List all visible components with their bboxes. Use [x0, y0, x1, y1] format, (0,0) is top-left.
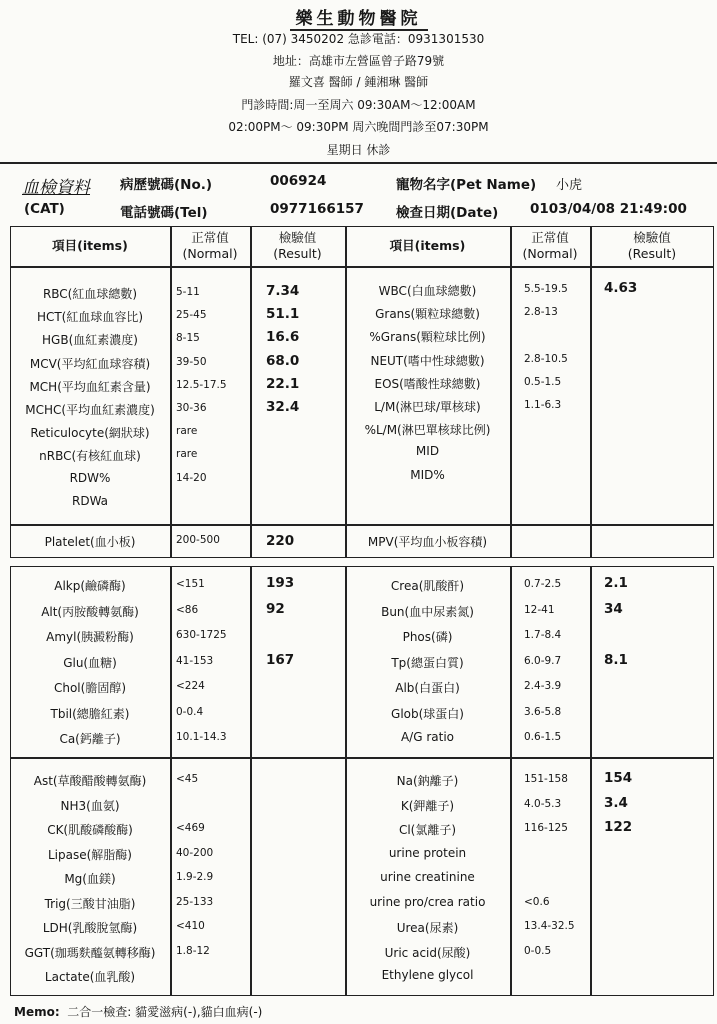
result-value: 122 — [604, 819, 633, 835]
item-name: GGT(珈瑪麩醯氨轉移酶) — [24, 945, 156, 960]
item-name: RDWa — [71, 493, 109, 508]
table-rule — [10, 757, 714, 759]
pet-name-value: 小虎 — [556, 178, 583, 193]
normal-range: <224 — [176, 680, 205, 692]
record-no-value: 006924 — [270, 173, 327, 189]
normal-range: 12.5-17.5 — [176, 378, 227, 391]
normal-range: 6.0-9.7 — [524, 654, 562, 667]
item-name: Tbil(總膽紅素) — [50, 706, 130, 721]
header-result-en: (Result) — [627, 246, 677, 261]
item-name: urine creatinine — [380, 870, 475, 884]
header-normal-zh: 正常值 — [191, 230, 229, 245]
normal-range: 1.8-12 — [176, 944, 210, 957]
normal-range: <0.6 — [524, 895, 550, 908]
normal-range: 39-50 — [176, 355, 207, 368]
header-normal-right — [510, 230, 590, 262]
date-label: 檢查日期(Date) — [396, 205, 499, 221]
header-normal-en: (Normal) — [182, 246, 238, 261]
item-name: CK(肌酸磷酸酶) — [47, 823, 133, 837]
chemistry-table — [10, 566, 714, 996]
normal-range: 116-125 — [524, 822, 568, 834]
header-normal-zh: 正常值 — [531, 230, 569, 245]
item-name: Crea(肌酸酐) — [390, 579, 465, 593]
table-rule — [590, 566, 592, 996]
normal-range: 12-41 — [524, 603, 555, 616]
normal-range: 4.0-5.3 — [524, 797, 562, 810]
normal-range: 630-1725 — [176, 629, 227, 641]
normal-range: 3.6-5.8 — [524, 705, 562, 718]
header-result-zh: 檢驗值 — [278, 230, 317, 245]
item-name: Alb(白蛋白) — [395, 681, 460, 695]
item-name: Trig(三酸甘油脂) — [44, 896, 136, 911]
table-rule — [170, 226, 172, 558]
result-value: 8.1 — [604, 651, 628, 668]
normal-range: 2.8-10.5 — [524, 352, 568, 365]
item-name: Bun(血中尿素氮) — [381, 604, 474, 619]
normal-range: 1.1-6.3 — [524, 399, 562, 411]
date-value: 0103/04/08 21:49:00 — [530, 201, 687, 217]
normal-range: 0.7-2.5 — [524, 578, 562, 590]
item-name: Cl(氯離子) — [398, 823, 457, 837]
result-value: 220 — [266, 533, 295, 549]
normal-range: 25-45 — [176, 309, 207, 322]
item-name: Lactate(血乳酸) — [44, 970, 136, 984]
item-name: urine protein — [388, 845, 467, 860]
item-name: MCV(平均紅血球容積) — [29, 356, 151, 371]
result-value: 16.6 — [266, 329, 300, 346]
normal-range: 0.6-1.5 — [524, 731, 562, 743]
item-name: HGB(血紅素濃度) — [42, 333, 138, 348]
item-name: Amyl(胰澱粉酶) — [46, 630, 134, 644]
normal-range: 41-153 — [176, 654, 214, 667]
normal-range: 1.9-2.9 — [176, 871, 214, 883]
normal-range: 14-20 — [176, 471, 207, 484]
table-rule — [345, 566, 347, 996]
tel-label: 電話號碼(Tel) — [120, 205, 208, 221]
normal-range: 30-36 — [176, 402, 207, 414]
item-name: Glu(血糖) — [63, 655, 117, 670]
clinic-doctors: 羅文喜 醫師 / 鍾湘琳 醫師 — [288, 75, 429, 89]
clinic-name — [0, 4, 717, 29]
normal-range: rare — [176, 425, 198, 438]
table-rule — [250, 566, 252, 996]
species-label: (CAT) — [24, 201, 65, 217]
item-name: NEUT(嗜中性球總數) — [370, 353, 485, 368]
item-name: Ethylene glycol — [381, 968, 474, 982]
normal-range: <469 — [176, 822, 205, 834]
normal-range: 13.4-32.5 — [524, 920, 575, 932]
item-name: Lipase(解脂酶) — [48, 847, 132, 862]
normal-range: 0-0.4 — [176, 705, 204, 718]
result-value: 193 — [266, 575, 295, 591]
result-value: 92 — [266, 600, 285, 617]
normal-range: <45 — [176, 773, 199, 785]
result-value: 4.63 — [604, 280, 638, 296]
record-no-label: 病歷號碼(No.) — [120, 177, 213, 193]
item-name: RDW% — [69, 470, 111, 485]
normal-range: 5-11 — [176, 286, 200, 298]
memo-text: 二合一檢查: 貓愛滋病(-),貓白血病(-) — [67, 1005, 263, 1019]
header-items-text: 項目(items) — [389, 238, 466, 253]
table-rule — [510, 226, 512, 558]
header-result-en: (Result) — [273, 246, 322, 261]
item-name: RBC(紅血球總數) — [42, 287, 138, 301]
item-name: %L/M(淋巴單核球比例) — [364, 423, 491, 438]
item-name: urine pro/crea ratio — [369, 894, 486, 909]
header-normal-en: (Normal) — [522, 246, 578, 261]
header-result-zh: 檢驗值 — [633, 230, 671, 245]
normal-range: 8-15 — [176, 332, 200, 345]
normal-range: 25-133 — [176, 895, 214, 908]
item-name: nRBC(有核紅血球) — [39, 449, 141, 464]
result-value: 167 — [266, 651, 295, 668]
normal-range: <86 — [176, 603, 199, 616]
result-value: 32.4 — [266, 399, 300, 415]
header-items-text: 項目(items) — [52, 238, 128, 253]
result-value: 34 — [604, 600, 623, 617]
item-name: Alt(丙胺酸轉氨酶) — [41, 604, 139, 619]
normal-range: <151 — [176, 578, 205, 590]
item-name: MPV(平均血小板容積) — [367, 535, 488, 549]
item-name: Phos(磷) — [402, 630, 453, 644]
item-name: Na(鈉離子) — [396, 774, 459, 788]
item-name: MCHC(平均血紅素濃度) — [25, 403, 155, 417]
clinic-name-text: 樂生動物醫院 — [290, 9, 428, 31]
item-name: Grans(顆粒球總數) — [375, 307, 480, 322]
item-name: LDH(乳酸脫氫酶) — [42, 921, 138, 935]
result-value: 2.1 — [604, 575, 628, 591]
item-name: Mg(血鎂) — [64, 872, 116, 886]
item-name: NH3(血氨) — [60, 798, 120, 813]
result-value: 3.4 — [604, 794, 628, 811]
normal-range: rare — [176, 448, 198, 461]
normal-range: 151-158 — [524, 773, 568, 785]
header-result-left — [250, 230, 345, 262]
item-name: MCH(平均血紅素含量) — [29, 379, 151, 394]
result-value: 68.0 — [266, 352, 300, 369]
clinic-hours-2: 02:00PM～ 09:30PM 周六晚間門診至07:30PM — [228, 120, 489, 134]
item-name: Urea(尿素) — [396, 921, 459, 935]
item-name: Ca(鈣離子) — [59, 732, 121, 746]
item-name: Platelet(血小板) — [44, 535, 136, 549]
normal-range: 0.5-1.5 — [524, 375, 562, 388]
table-rule — [250, 226, 252, 558]
result-value: 154 — [604, 770, 633, 786]
table-rule — [10, 524, 714, 526]
blood-test-title: 血檢資料 — [22, 178, 90, 198]
item-name: Reticulocyte(網狀球) — [30, 426, 150, 441]
table-rule — [170, 566, 172, 996]
clinic-hours-1: 門診時間:周一至周六 09:30AM～12:00AM — [241, 98, 476, 112]
item-name: WBC(白血球總數) — [378, 284, 477, 298]
clinic-phone: TEL: (07) 3450202 急診電話：0931301530 — [232, 32, 485, 46]
item-name: %Grans(顆粒球比例) — [369, 330, 486, 345]
header-items-left — [10, 238, 170, 254]
table-rule — [510, 566, 512, 996]
normal-range: <410 — [176, 920, 205, 932]
item-name: Tp(總蛋白質) — [391, 655, 464, 670]
memo-label: Memo: — [14, 1005, 60, 1019]
item-name: A/G ratio — [400, 730, 455, 744]
normal-range: 10.1-14.3 — [176, 731, 227, 743]
item-name: K(鉀離子) — [400, 798, 455, 813]
table-rule — [590, 226, 592, 558]
item-name: Glob(球蛋白) — [391, 706, 464, 721]
item-name: EOS(嗜酸性球總數) — [374, 376, 481, 391]
item-name: Chol(膽固醇) — [53, 681, 127, 695]
table-rule — [10, 266, 714, 268]
header-normal-left — [170, 230, 250, 262]
normal-range: 2.4-3.9 — [524, 680, 562, 692]
pet-name-label: 寵物名字(Pet Name) — [396, 177, 537, 193]
normal-range: 40-200 — [176, 846, 214, 859]
clinic-closed: 星期日 休診 — [326, 143, 391, 157]
header-items-right — [345, 238, 510, 254]
table-rule — [345, 226, 347, 558]
tel-value: 0977166157 — [270, 201, 364, 217]
header-divider — [0, 162, 717, 164]
normal-range: 200-500 — [176, 534, 220, 546]
header-result-right — [590, 230, 714, 262]
item-name: Ast(草酸醋酸轉氨酶) — [33, 774, 147, 788]
result-value: 51.1 — [266, 306, 300, 323]
item-name: HCT(紅血球血容比) — [36, 310, 144, 325]
item-name: Uric acid(尿酸) — [384, 945, 471, 960]
item-name: MID% — [410, 467, 445, 482]
memo — [14, 1003, 262, 1020]
normal-range: 2.8-13 — [524, 306, 558, 319]
clinic-address: 地址：高雄市左營區曾子路79號 — [272, 54, 445, 68]
normal-range: 1.7-8.4 — [524, 629, 562, 641]
normal-range: 5.5-19.5 — [524, 283, 568, 295]
item-name: L/M(淋巴球/單核球) — [374, 400, 481, 414]
item-name: MID — [415, 444, 440, 459]
item-name: Alkp(鹼磷酶) — [54, 579, 126, 593]
result-value: 7.34 — [266, 283, 300, 299]
result-value: 22.1 — [266, 375, 300, 392]
normal-range: 0-0.5 — [524, 944, 552, 957]
